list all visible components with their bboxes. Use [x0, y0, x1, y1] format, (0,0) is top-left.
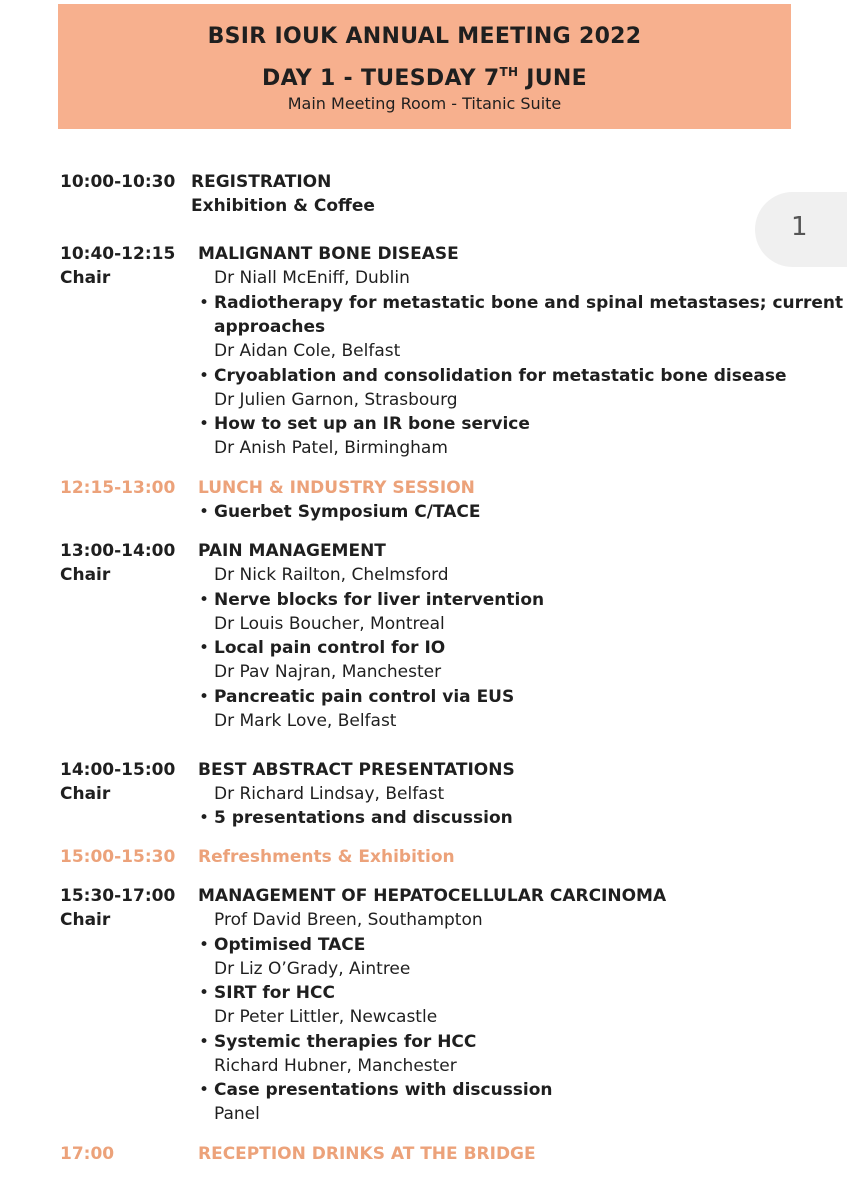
hcc-speaker-1: Dr Liz O’Grady, Aintree — [214, 959, 411, 979]
bullet: • — [199, 808, 210, 828]
refresh-title: Refreshments & Exhibition — [198, 847, 455, 867]
bullet: • — [199, 638, 210, 658]
bone-talk-2: Cryoablation and consolidation for metastatic bone disease — [214, 366, 787, 386]
bullet: • — [199, 414, 210, 434]
lunch-talk-1: Guerbet Symposium C/TACE — [214, 502, 481, 522]
lunch-title: LUNCH & INDUSTRY SESSION — [198, 478, 475, 498]
bone-speaker-2: Dr Julien Garnon, Strasbourg — [214, 390, 458, 410]
hcc-speaker-3: Richard Hubner, Manchester — [214, 1056, 457, 1076]
hcc-time: 15:30-17:00 — [60, 886, 176, 906]
pain-speaker-1: Dr Louis Boucher, Montreal — [214, 614, 445, 634]
bullet: • — [199, 502, 210, 522]
pain-chair: Dr Nick Railton, Chelmsford — [214, 565, 449, 585]
day-heading — [58, 57, 791, 94]
bullet: • — [199, 366, 210, 386]
abstract-chair-label: Chair — [60, 784, 111, 804]
page-indicator — [755, 192, 847, 267]
reception-time: 17:00 — [60, 1144, 115, 1164]
abstract-talk-1: 5 presentations and discussion — [214, 808, 513, 828]
lunch-time: 12:15-13:00 — [60, 478, 176, 498]
bullet: • — [199, 983, 210, 1003]
bone-talk-3: How to set up an IR bone service — [214, 414, 530, 434]
hcc-chair-label: Chair — [60, 910, 111, 930]
bone-time: 10:40-12:15 — [60, 244, 176, 264]
bullet: • — [199, 1032, 210, 1052]
reception-title: RECEPTION DRINKS AT THE BRIDGE — [198, 1144, 536, 1164]
meeting-title: BSIR IOUK ANNUAL MEETING 2022 — [207, 24, 642, 49]
day-prefix: DAY 1 - TUESDAY 7 — [262, 66, 500, 91]
pain-speaker-2: Dr Pav Najran, Manchester — [214, 662, 442, 682]
pain-talk-1: Nerve blocks for liver intervention — [214, 590, 545, 610]
room-name: Main Meeting Room - Titanic Suite — [287, 94, 562, 113]
hcc-talk-3: Systemic therapies for HCC — [214, 1032, 477, 1052]
hcc-speaker-4: Panel — [214, 1104, 260, 1124]
page-number: 1 — [791, 212, 808, 242]
bone-title: MALIGNANT BONE DISEASE — [198, 244, 459, 264]
bullet: • — [199, 1080, 210, 1100]
hcc-chair: Prof David Breen, Southampton — [214, 910, 483, 930]
registration-title: REGISTRATION — [191, 172, 332, 192]
pain-title: PAIN MANAGEMENT — [198, 541, 386, 561]
hcc-talk-1: Optimised TACE — [214, 935, 366, 955]
bone-speaker-1: Dr Aidan Cole, Belfast — [214, 341, 401, 361]
hcc-speaker-2: Dr Peter Littler, Newcastle — [214, 1007, 438, 1027]
day-suffix: JUNE — [518, 66, 587, 91]
bullet: • — [199, 590, 210, 610]
bone-speaker-3: Dr Anish Patel, Birmingham — [214, 438, 448, 458]
bullet: • — [199, 293, 210, 313]
pain-talk-2: Local pain control for IO — [214, 638, 446, 658]
abstract-title: BEST ABSTRACT PRESENTATIONS — [198, 760, 515, 780]
pain-chair-label: Chair — [60, 565, 111, 585]
pain-speaker-3: Dr Mark Love, Belfast — [214, 711, 397, 731]
abstract-chair: Dr Richard Lindsay, Belfast — [214, 784, 445, 804]
registration-subtitle: Exhibition & Coffee — [191, 196, 375, 216]
bone-chair-label: Chair — [60, 268, 111, 288]
bone-chair: Dr Niall McEniff, Dublin — [214, 268, 410, 288]
hcc-talk-2: SIRT for HCC — [214, 983, 335, 1003]
refresh-time: 15:00-15:30 — [60, 847, 176, 867]
pain-talk-3: Pancreatic pain control via EUS — [214, 687, 515, 707]
bullet: • — [199, 935, 210, 955]
pain-time: 13:00-14:00 — [60, 541, 176, 561]
hcc-talk-4: Case presentations with discussion — [214, 1080, 553, 1100]
day-ordinal: TH — [499, 65, 519, 79]
bone-talk-1-cont: approaches — [214, 317, 326, 337]
programme-header — [58, 4, 791, 129]
bullet: • — [199, 687, 210, 707]
hcc-title: MANAGEMENT OF HEPATOCELLULAR CARCINOMA — [198, 886, 667, 906]
registration-time: 10:00-10:30 — [60, 172, 176, 192]
bone-talk-1: Radiotherapy for metastatic bone and spinal metastases; current — [214, 293, 844, 313]
abstract-time: 14:00-15:00 — [60, 760, 176, 780]
